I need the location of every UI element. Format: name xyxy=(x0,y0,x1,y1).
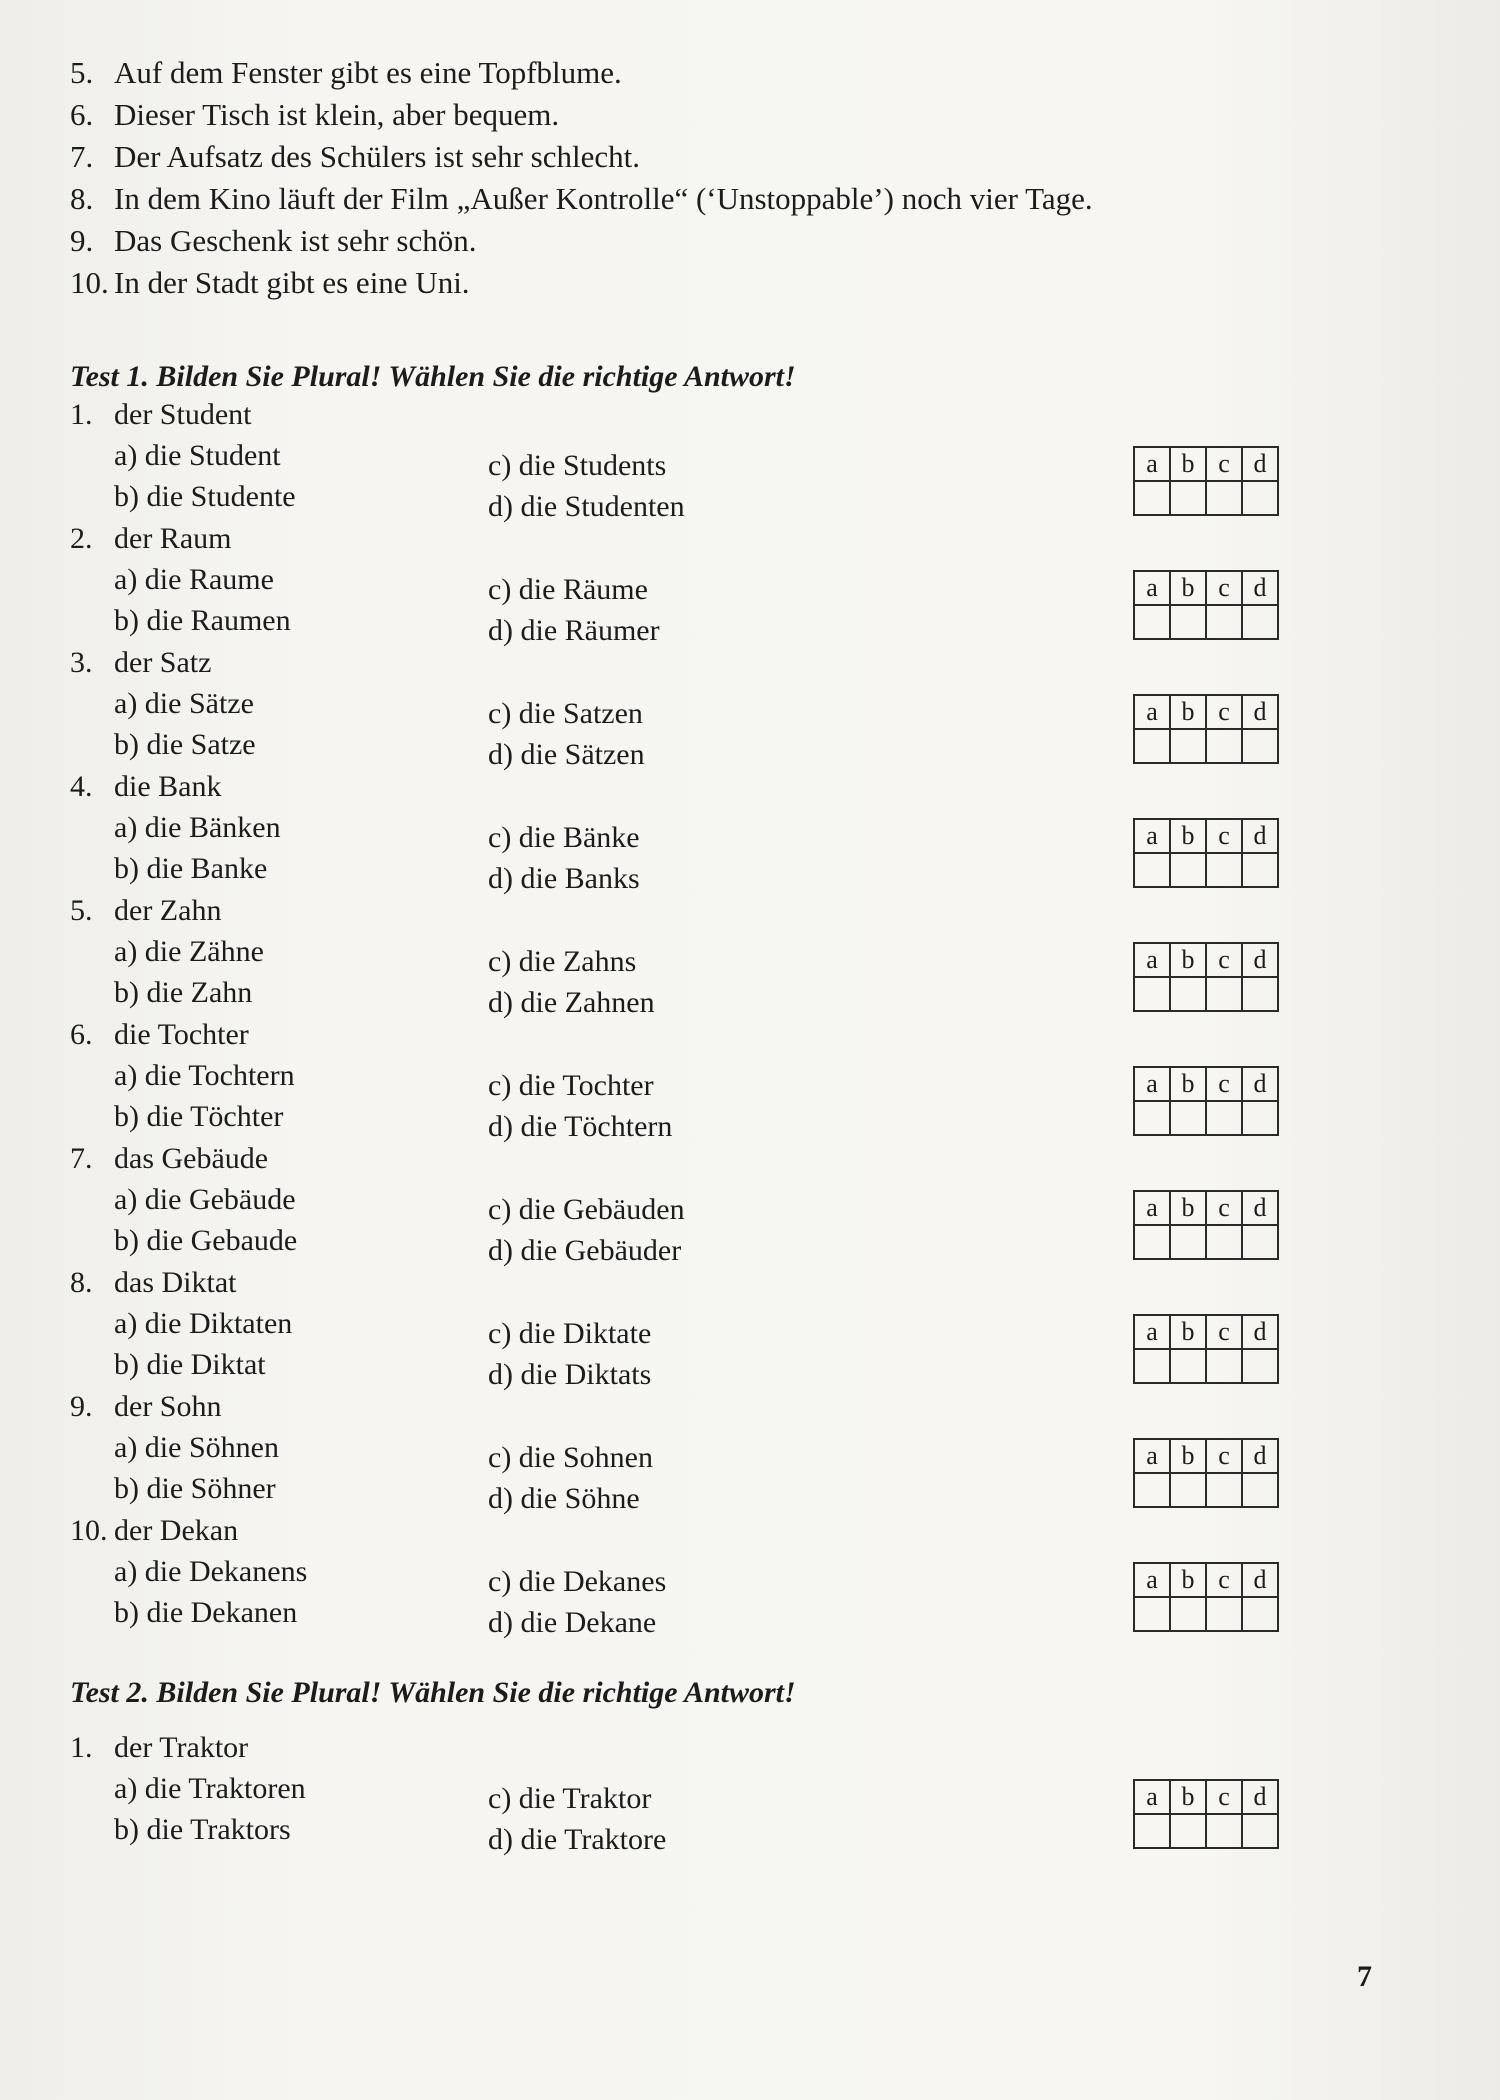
question-number: 1. xyxy=(70,1731,93,1764)
answer-letter: a xyxy=(1134,1563,1170,1597)
answer-box-d[interactable] xyxy=(1242,1473,1278,1507)
option-a: a) die Zähne xyxy=(114,935,264,968)
option-d: d) die Traktore xyxy=(488,1823,667,1856)
answer-grid xyxy=(1133,1438,1279,1508)
answer-letter: b xyxy=(1170,447,1206,481)
list-item xyxy=(70,178,1220,220)
question-number: 3. xyxy=(70,646,93,679)
answer-letter: d xyxy=(1242,1439,1278,1473)
answer-letter: b xyxy=(1170,695,1206,729)
answer-box-a[interactable] xyxy=(1134,1349,1170,1383)
option-a: a) die Bänken xyxy=(114,811,281,844)
option-a: a) die Dekanens xyxy=(114,1555,308,1588)
question-stem xyxy=(70,1014,249,1055)
answer-box-a[interactable] xyxy=(1134,1814,1170,1848)
option-c: c) die Dekanes xyxy=(488,1565,667,1598)
answer-box-a[interactable] xyxy=(1134,853,1170,887)
question-number: 4. xyxy=(70,770,93,803)
option-a: a) die Diktaten xyxy=(114,1307,293,1340)
question-word: der Traktor xyxy=(114,1731,249,1764)
option-d: d) die Söhne xyxy=(488,1482,640,1515)
answer-box-d[interactable] xyxy=(1242,1814,1278,1848)
question-word: der Dekan xyxy=(114,1514,239,1547)
question-item xyxy=(70,1727,1290,1856)
answer-letter: a xyxy=(1134,695,1170,729)
item-text: Der Aufsatz des Schülers ist sehr schlecht. xyxy=(114,139,641,174)
answer-box-a[interactable] xyxy=(1134,1225,1170,1259)
answer-letter: b xyxy=(1170,571,1206,605)
answer-box-d[interactable] xyxy=(1242,1597,1278,1631)
answer-letter: c xyxy=(1206,695,1242,729)
answer-letter: d xyxy=(1242,943,1278,977)
question-stem xyxy=(70,766,221,807)
answer-box-b[interactable] xyxy=(1170,1814,1206,1848)
list-item xyxy=(70,94,1220,136)
answer-box-c[interactable] xyxy=(1206,1225,1242,1259)
question-stem xyxy=(70,642,211,683)
answer-box-b[interactable] xyxy=(1170,605,1206,639)
answer-letter: a xyxy=(1134,943,1170,977)
question-stem xyxy=(70,1262,236,1303)
question-item xyxy=(70,1138,1290,1267)
question-word: der Sohn xyxy=(114,1390,222,1423)
question-item xyxy=(70,1386,1290,1515)
answer-box-a[interactable] xyxy=(1134,605,1170,639)
option-d: d) die Zahnen xyxy=(488,986,655,1019)
answer-letter: d xyxy=(1242,1563,1278,1597)
answer-box-b[interactable] xyxy=(1170,853,1206,887)
question-number: 6. xyxy=(70,1018,93,1051)
answer-box-b[interactable] xyxy=(1170,481,1206,515)
question-stem xyxy=(70,394,251,435)
question-item xyxy=(70,890,1290,1019)
question-item xyxy=(70,642,1290,771)
answer-letter: b xyxy=(1170,1191,1206,1225)
list-item xyxy=(70,220,1220,262)
option-c: c) die Traktor xyxy=(488,1782,652,1815)
question-number: 9. xyxy=(70,1390,93,1423)
answer-box-c[interactable] xyxy=(1206,1101,1242,1135)
item-number: 10. xyxy=(70,265,109,300)
option-b: b) die Studente xyxy=(114,480,296,513)
answer-grid xyxy=(1133,1314,1279,1384)
option-b: b) die Banke xyxy=(114,852,268,885)
item-text: Dieser Tisch ist klein, aber bequem. xyxy=(114,97,560,132)
answer-box-a[interactable] xyxy=(1134,481,1170,515)
answer-box-c[interactable] xyxy=(1206,1473,1242,1507)
question-word: der Student xyxy=(114,398,252,431)
answer-letter: a xyxy=(1134,571,1170,605)
question-number: 5. xyxy=(70,894,93,927)
answer-box-a[interactable] xyxy=(1134,1101,1170,1135)
question-item xyxy=(70,518,1290,647)
question-number: 1. xyxy=(70,398,93,431)
answer-letter: c xyxy=(1206,1191,1242,1225)
option-b: b) die Söhner xyxy=(114,1472,276,1505)
question-number: 7. xyxy=(70,1142,93,1175)
option-c: c) die Satzen xyxy=(488,697,643,730)
option-d: d) die Studenten xyxy=(488,490,685,523)
answer-letter: a xyxy=(1134,1191,1170,1225)
answer-grid xyxy=(1133,446,1279,516)
answer-letter: c xyxy=(1206,1315,1242,1349)
option-c: c) die Sohnen xyxy=(488,1441,653,1474)
answer-grid xyxy=(1133,694,1279,764)
option-a: a) die Sätze xyxy=(114,687,254,720)
answer-letter: c xyxy=(1206,447,1242,481)
option-a: a) die Gebäude xyxy=(114,1183,296,1216)
question-stem xyxy=(70,518,231,559)
answer-box-d[interactable] xyxy=(1242,1349,1278,1383)
answer-box-b[interactable] xyxy=(1170,1597,1206,1631)
answer-letter: d xyxy=(1242,1067,1278,1101)
option-d: d) die Diktats xyxy=(488,1358,652,1391)
answer-box-d[interactable] xyxy=(1242,1101,1278,1135)
answer-letter: b xyxy=(1170,1780,1206,1814)
option-a: a) die Tochtern xyxy=(114,1059,295,1092)
question-number: 2. xyxy=(70,522,93,555)
answer-letter: d xyxy=(1242,1191,1278,1225)
question-word: die Tochter xyxy=(114,1018,249,1051)
item-text: Auf dem Fenster gibt es eine Topfblume. xyxy=(114,55,622,90)
question-item xyxy=(70,1510,1290,1639)
question-word: das Diktat xyxy=(114,1266,237,1299)
answer-letter: b xyxy=(1170,1563,1206,1597)
option-c: c) die Bänke xyxy=(488,821,640,854)
option-a: a) die Raume xyxy=(114,563,274,596)
option-a: a) die Söhnen xyxy=(114,1431,279,1464)
answer-box-b[interactable] xyxy=(1170,1225,1206,1259)
answer-letter: d xyxy=(1242,447,1278,481)
question-item xyxy=(70,1014,1290,1143)
option-b: b) die Zahn xyxy=(114,976,253,1009)
question-word: der Zahn xyxy=(114,894,222,927)
answer-box-a[interactable] xyxy=(1134,729,1170,763)
item-number: 8. xyxy=(70,181,94,216)
test1-heading: Test 1. Bilden Sie Plural! Wählen Sie die richtige Antwort! xyxy=(70,360,796,393)
answer-letter: d xyxy=(1242,571,1278,605)
answer-box-c[interactable] xyxy=(1206,1814,1242,1848)
option-b: b) die Töchter xyxy=(114,1100,284,1133)
answer-letter: c xyxy=(1206,1780,1242,1814)
question-word: das Gebäude xyxy=(114,1142,269,1175)
answer-box-b[interactable] xyxy=(1170,729,1206,763)
answer-letter: c xyxy=(1206,571,1242,605)
answer-grid xyxy=(1133,942,1279,1012)
answer-letter: a xyxy=(1134,1067,1170,1101)
answer-letter: a xyxy=(1134,447,1170,481)
answer-grid xyxy=(1133,1190,1279,1260)
answer-box-c[interactable] xyxy=(1206,605,1242,639)
question-word: der Satz xyxy=(114,646,212,679)
question-word: die Bank xyxy=(114,770,222,803)
option-c: c) die Students xyxy=(488,449,667,482)
answer-box-d[interactable] xyxy=(1242,1225,1278,1259)
answer-box-d[interactable] xyxy=(1242,481,1278,515)
answer-letter: a xyxy=(1134,819,1170,853)
answer-box-b[interactable] xyxy=(1170,1473,1206,1507)
answer-letter: c xyxy=(1206,1067,1242,1101)
answer-grid xyxy=(1133,570,1279,640)
answer-box-b[interactable] xyxy=(1170,1349,1206,1383)
answer-letter: c xyxy=(1206,1439,1242,1473)
option-b: b) die Satze xyxy=(114,728,256,761)
answer-letter: a xyxy=(1134,1439,1170,1473)
answer-box-c[interactable] xyxy=(1206,853,1242,887)
question-stem xyxy=(70,890,221,931)
option-d: d) die Töchtern xyxy=(488,1110,673,1143)
question-word: der Raum xyxy=(114,522,232,555)
answer-grid xyxy=(1133,1779,1279,1849)
list-item xyxy=(70,52,1220,94)
question-stem xyxy=(70,1138,268,1179)
option-d: d) die Gebäuder xyxy=(488,1234,682,1267)
answer-box-b[interactable] xyxy=(1170,1101,1206,1135)
answer-letter: b xyxy=(1170,1067,1206,1101)
list-item xyxy=(70,262,1220,304)
answer-box-a[interactable] xyxy=(1134,977,1170,1011)
answer-box-c[interactable] xyxy=(1206,977,1242,1011)
answer-letter: c xyxy=(1206,1563,1242,1597)
option-c: c) die Gebäuden xyxy=(488,1193,685,1226)
item-number: 9. xyxy=(70,223,94,258)
answer-letter: d xyxy=(1242,1315,1278,1349)
answer-box-c[interactable] xyxy=(1206,1597,1242,1631)
option-d: d) die Banks xyxy=(488,862,640,895)
answer-letter: a xyxy=(1134,1315,1170,1349)
answer-box-b[interactable] xyxy=(1170,977,1206,1011)
question-stem xyxy=(70,1727,248,1768)
question-item xyxy=(70,1262,1290,1391)
item-text: In der Stadt gibt es eine Uni. xyxy=(114,265,470,300)
test2-questions xyxy=(70,1727,1290,1856)
answer-box-d[interactable] xyxy=(1242,977,1278,1011)
answer-box-d[interactable] xyxy=(1242,729,1278,763)
option-c: c) die Diktate xyxy=(488,1317,652,1350)
answer-letter: d xyxy=(1242,695,1278,729)
list-item xyxy=(70,136,1220,178)
option-b: b) die Dekanen xyxy=(114,1596,298,1629)
answer-box-d[interactable] xyxy=(1242,853,1278,887)
answer-letter: b xyxy=(1170,943,1206,977)
option-b: b) die Gebaude xyxy=(114,1224,298,1257)
test2-heading: Test 2. Bilden Sie Plural! Wählen Sie die richtige Antwort! xyxy=(70,1676,796,1709)
answer-letter: d xyxy=(1242,819,1278,853)
item-number: 5. xyxy=(70,55,94,90)
answer-box-c[interactable] xyxy=(1206,1349,1242,1383)
option-c: c) die Räume xyxy=(488,573,648,606)
answer-box-a[interactable] xyxy=(1134,1597,1170,1631)
question-item xyxy=(70,766,1290,895)
answer-box-c[interactable] xyxy=(1206,481,1242,515)
intro-list xyxy=(70,52,1220,304)
answer-letter: b xyxy=(1170,819,1206,853)
answer-letter: b xyxy=(1170,1439,1206,1473)
answer-letter: b xyxy=(1170,1315,1206,1349)
question-number: 10. xyxy=(70,1514,108,1547)
item-text: Das Geschenk ist sehr schön. xyxy=(114,223,477,258)
page-number: 7 xyxy=(1357,1960,1372,1993)
answer-box-c[interactable] xyxy=(1206,729,1242,763)
option-a: a) die Traktoren xyxy=(114,1772,306,1805)
option-b: b) die Diktat xyxy=(114,1348,266,1381)
item-text: In dem Kino läuft der Film „Außer Kontrolle“ (‘Unstoppable’) noch vier Tage. xyxy=(114,181,1093,216)
answer-letter: d xyxy=(1242,1780,1278,1814)
option-c: c) die Tochter xyxy=(488,1069,654,1102)
answer-letter: a xyxy=(1134,1780,1170,1814)
answer-box-d[interactable] xyxy=(1242,605,1278,639)
option-d: d) die Dekane xyxy=(488,1606,657,1639)
answer-grid xyxy=(1133,1066,1279,1136)
question-number: 8. xyxy=(70,1266,93,1299)
answer-box-a[interactable] xyxy=(1134,1473,1170,1507)
answer-grid xyxy=(1133,1562,1279,1632)
option-a: a) die Student xyxy=(114,439,281,472)
option-d: d) die Sätzen xyxy=(488,738,645,771)
item-number: 7. xyxy=(70,139,94,174)
question-item xyxy=(70,394,1290,523)
item-number: 6. xyxy=(70,97,94,132)
option-b: b) die Raumen xyxy=(114,604,291,637)
answer-letter: c xyxy=(1206,819,1242,853)
test1-questions xyxy=(70,394,1290,1639)
question-stem xyxy=(70,1510,238,1551)
option-c: c) die Zahns xyxy=(488,945,637,978)
option-b: b) die Traktors xyxy=(114,1813,291,1846)
answer-grid xyxy=(1133,818,1279,888)
question-stem xyxy=(70,1386,222,1427)
answer-letter: c xyxy=(1206,943,1242,977)
option-d: d) die Räumer xyxy=(488,614,660,647)
